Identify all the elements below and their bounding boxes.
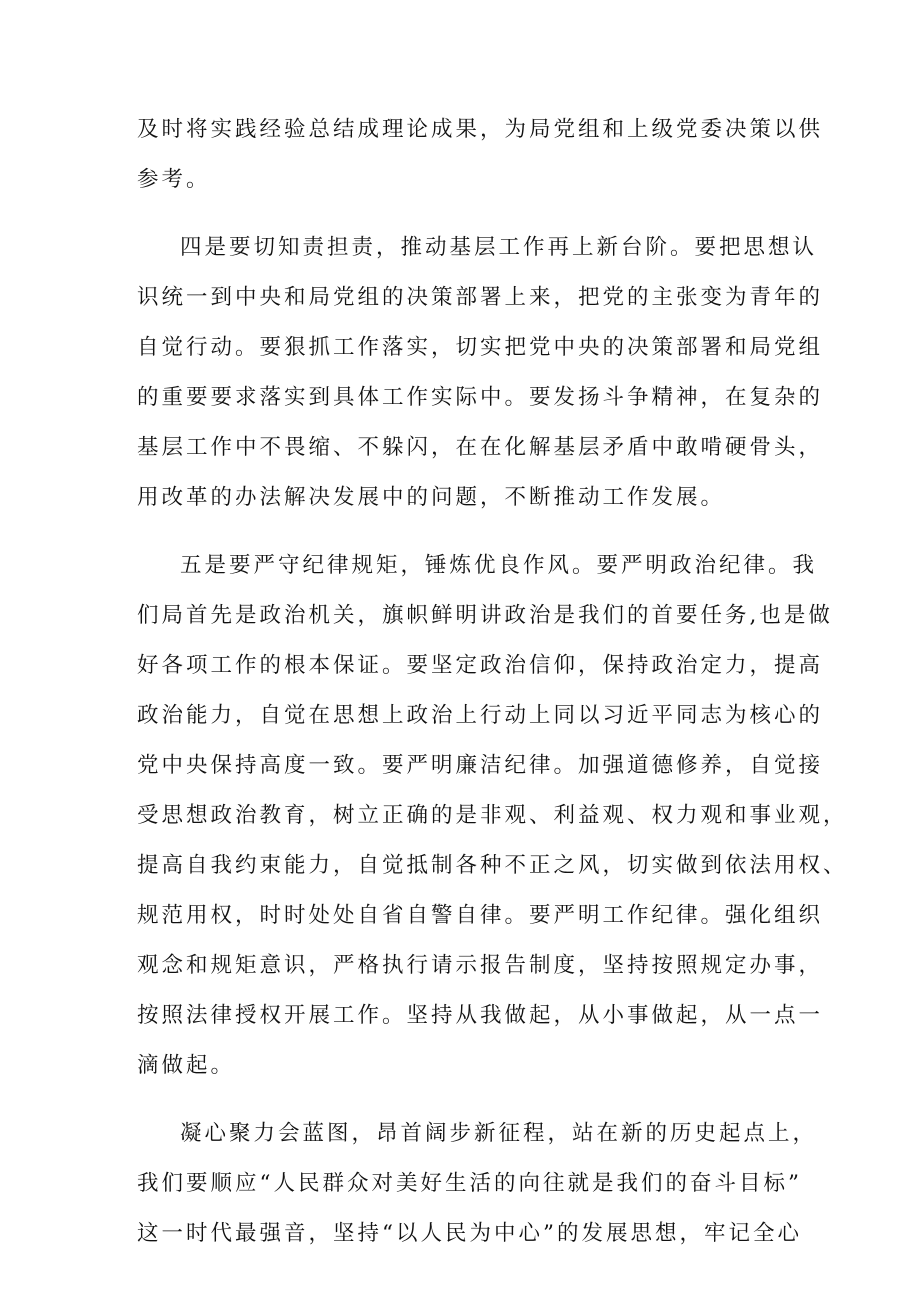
text-line: 用改革的办法解决发展中的问题，不断推动工作发展。 [137, 485, 726, 510]
text-line: 自觉行动。要狠抓工作落实，切实把党中央的决策部署和局党组 [137, 335, 824, 360]
text-line: 规范用权，时时处处自省自警自律。要严明工作纪律。强化组织 [137, 903, 824, 928]
text-line: 按照法律授权开展工作。坚持从我做起，从小事做起，从一点一 [137, 1003, 824, 1028]
text-line: 提高自我约束能力，自觉抵制各种不正之风，切实做到依法用权、 [137, 853, 848, 878]
text-line: 我们要顺应“人民群众对美好生活的向往就是我们的奋斗目标” [137, 1171, 802, 1196]
text-line: 观念和规矩意识，严格执行请示报告制度，坚持按照规定办事， [137, 953, 824, 978]
text-line: 滴做起。 [137, 1053, 236, 1078]
text-line: 这一时代最强音，坚持“以人民为中心”的发展思想，牢记全心 [137, 1221, 802, 1246]
text-line: 党中央保持高度一致。要严明廉洁纪律。加强道德修养，自觉接 [137, 753, 824, 778]
text-line: 们局首先是政治机关，旗帜鲜明讲政治是我们的首要任务,也是做 [137, 603, 833, 628]
text-line: 的重要要求落实到具体工作实际中。要发扬斗争精神，在复杂的 [137, 385, 824, 410]
paragraph-first-line: 四是要切知责担责，推动基层工作再上新台阶。要把思想认 [180, 235, 818, 260]
text-line: 受思想政治教育，树立正确的是非观、利益观、权力观和事业观， [137, 803, 848, 828]
text-line: 政治能力，自觉在思想上政治上行动上同以习近平同志为核心的 [137, 703, 824, 728]
text-line: 识统一到中央和局党组的决策部署上来，把党的主张变为青年的 [137, 285, 824, 310]
text-line: 基层工作中不畏缩、不躲闪，在在化解基层矛盾中敢啃硬骨头， [137, 435, 824, 460]
text-line: 好各项工作的根本保证。要坚定政治信仰，保持政治定力，提高 [137, 653, 824, 678]
text-line: 及时将实践经验总结成理论成果，为局党组和上级党委决策以供 [137, 117, 824, 142]
text-line: 参考。 [137, 167, 211, 192]
paragraph-first-line: 五是要严守纪律规矩，锤炼优良作风。要严明政治纪律。我 [180, 553, 818, 578]
paragraph-first-line: 凝心聚力会蓝图，昂首阔步新征程，站在新的历史起点上， [180, 1121, 818, 1146]
